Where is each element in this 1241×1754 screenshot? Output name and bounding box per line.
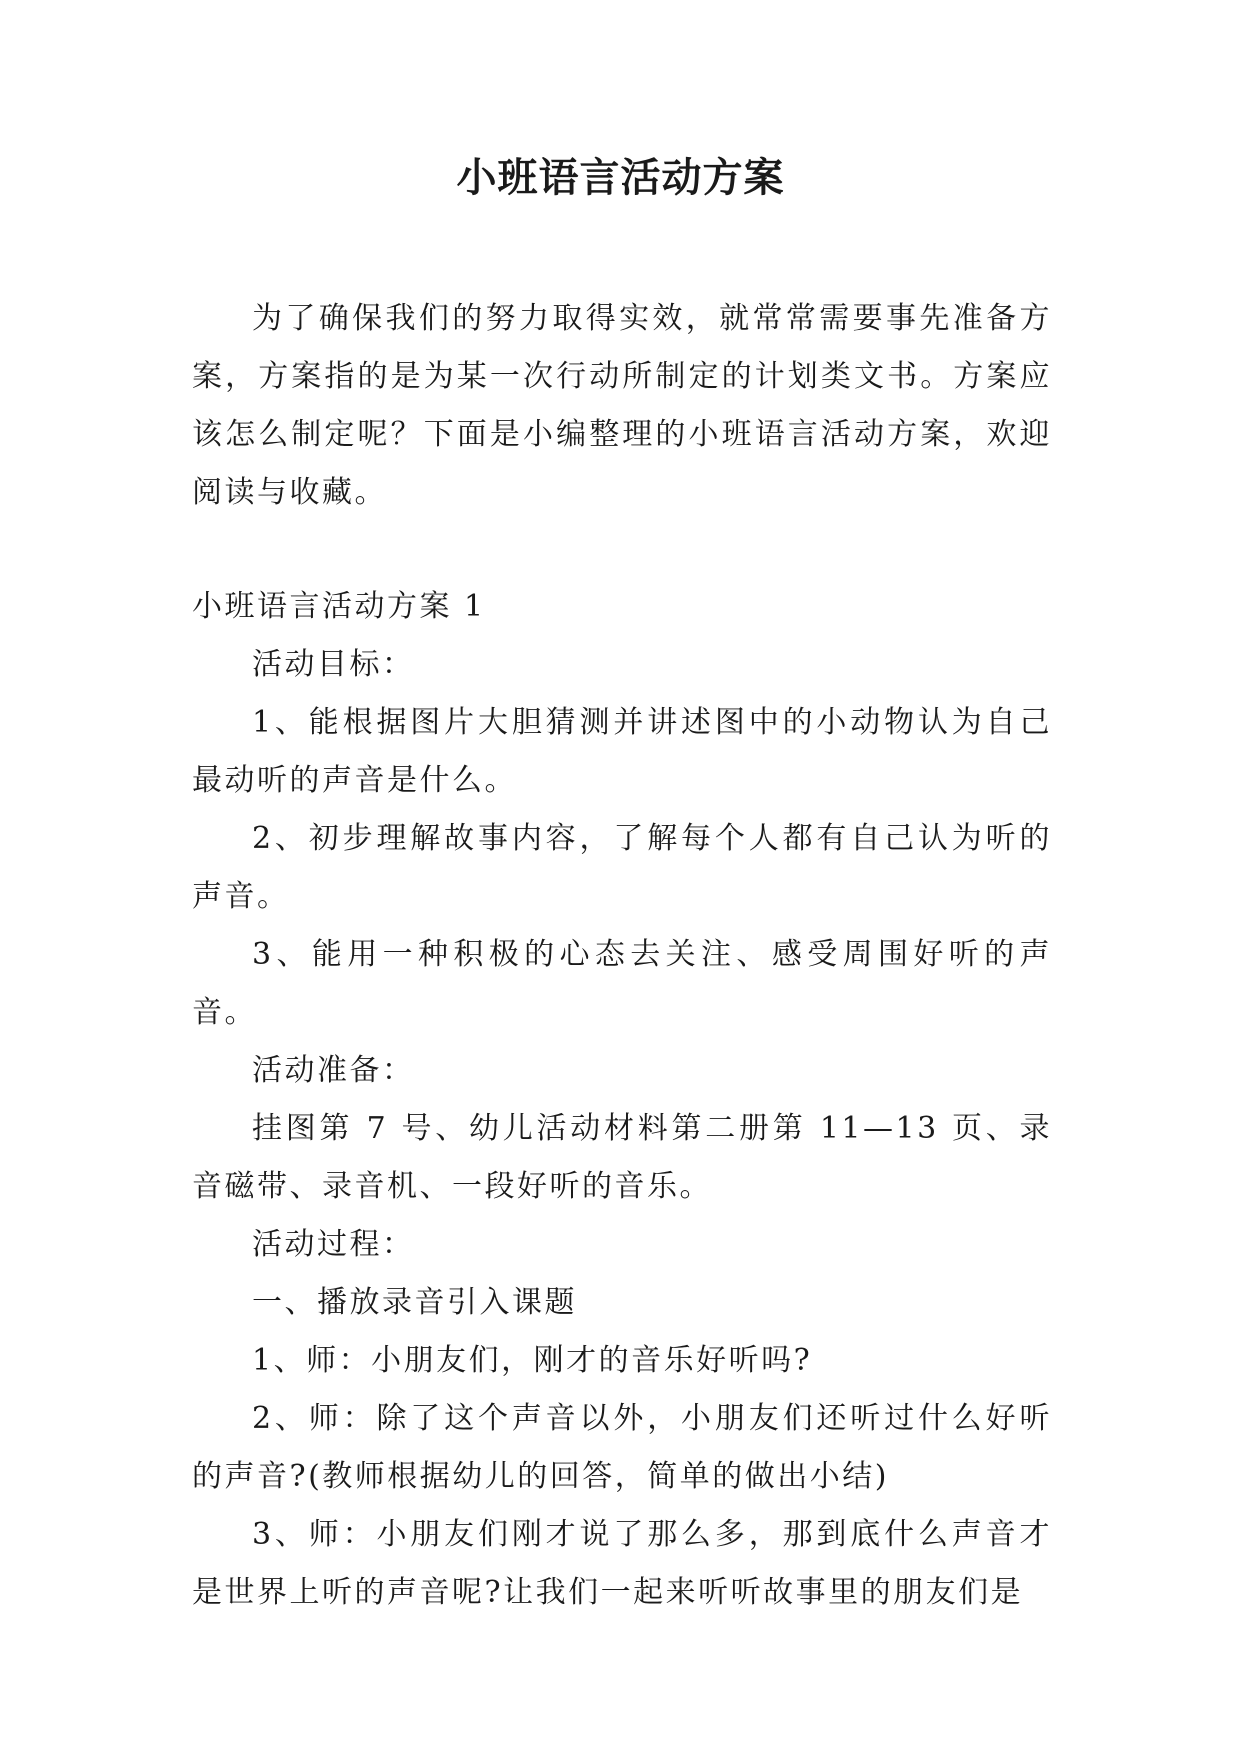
process-step-heading-1: 一、播放录音引入课题 [252, 1285, 577, 1320]
content-block [192, 578, 1052, 1622]
goal-item-2: 2、初步理解故事内容，了解每个人都有自己认为听的声音。 [192, 821, 1052, 914]
goal-item-1: 1、能根据图片大胆猜测并讲述图中的小动物认为自己最动听的声音是什么。 [192, 705, 1052, 798]
label-activity-goals: 活动目标： [252, 647, 415, 682]
label-activity-process: 活动过程： [252, 1227, 415, 1262]
process-item-2: 2、师：除了这个声音以外，小朋友们还听过什么好听的声音?(教师根据幼儿的回答，简单的做出小结) [192, 1401, 1052, 1494]
preparation-text: 挂图第 7 号、幼儿活动材料第二册第 11—13 页、录音磁带、录音机、一段好听的音乐。 [192, 1111, 1052, 1204]
document-title: 小班语言活动方案 [456, 154, 785, 201]
intro-paragraph: 为了确保我们的努力取得实效，就常常需要事先准备方案，方案指的是为某一次行动所制定的计划类文书。方案应该怎么制定呢？下面是小编整理的小班语言活动方案，欢迎阅读与收藏。 [192, 301, 1052, 510]
label-activity-preparation: 活动准备： [252, 1053, 415, 1088]
process-item-1: 1、师：小朋友们，刚才的音乐好听吗? [252, 1343, 813, 1378]
section-heading: 小班语言活动方案 1 [192, 589, 486, 624]
process-item-3: 3、师：小朋友们刚才说了那么多，那到底什么声音才是世界上听的声音呢?让我们一起来听听故事里的朋友们是 [192, 1517, 1052, 1610]
goal-item-3: 3、能用一种积极的心态去关注、感受周围好听的声音。 [192, 937, 1052, 1030]
intro-block [192, 290, 1052, 522]
